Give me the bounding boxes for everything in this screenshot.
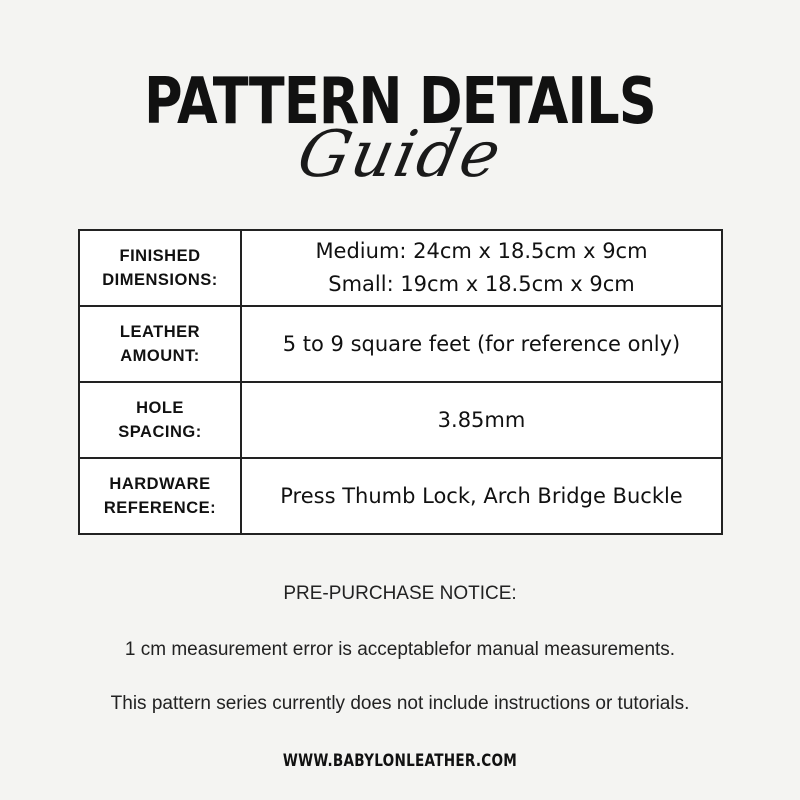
row-label-hardware-reference: HARDWARE REFERENCE: xyxy=(79,458,241,534)
page-title: PATTERN DETAILS xyxy=(144,65,656,139)
notice-no-instructions: This pattern series currently does not include instructions or tutorials. xyxy=(110,693,690,714)
row-value-hole-spacing xyxy=(241,382,722,458)
leather-amount-value: 5 to 9 square feet (for reference only) xyxy=(282,331,681,356)
row-label-finished-dimensions: FINISHED DIMENSIONS: xyxy=(79,230,241,306)
row-label-hole-spacing: HOLE SPACING: xyxy=(79,382,241,458)
row-label-leather-amount: LEATHER AMOUNT: xyxy=(79,306,241,382)
page-subtitle: Guide xyxy=(291,118,509,192)
hardware-reference-value: Press Thumb Lock, Arch Bridge Buckle xyxy=(280,483,683,508)
row-value-leather-amount xyxy=(241,306,722,382)
table-row-hardware-reference xyxy=(79,458,722,534)
notice-heading: PRE-PURCHASE NOTICE: xyxy=(283,583,517,604)
table-row-finished-dimensions xyxy=(79,230,722,306)
row-value-finished-dimensions xyxy=(241,230,722,306)
pattern-details-table xyxy=(78,229,723,535)
hole-spacing-value: 3.85mm xyxy=(437,407,526,432)
row-value-hardware-reference xyxy=(241,458,722,534)
table-row-hole-spacing xyxy=(79,382,722,458)
dimension-small: Small: 19cm x 18.5cm x 9cm xyxy=(328,272,635,296)
table-row-leather-amount xyxy=(79,306,722,382)
notice-measurement-error: 1 cm measurement error is acceptablefor manual measurements. xyxy=(124,639,676,660)
dimension-medium: Medium: 24cm x 18.5cm x 9cm xyxy=(315,239,648,263)
website-url: WWW.BABYLONLEATHER.COM xyxy=(282,751,518,771)
